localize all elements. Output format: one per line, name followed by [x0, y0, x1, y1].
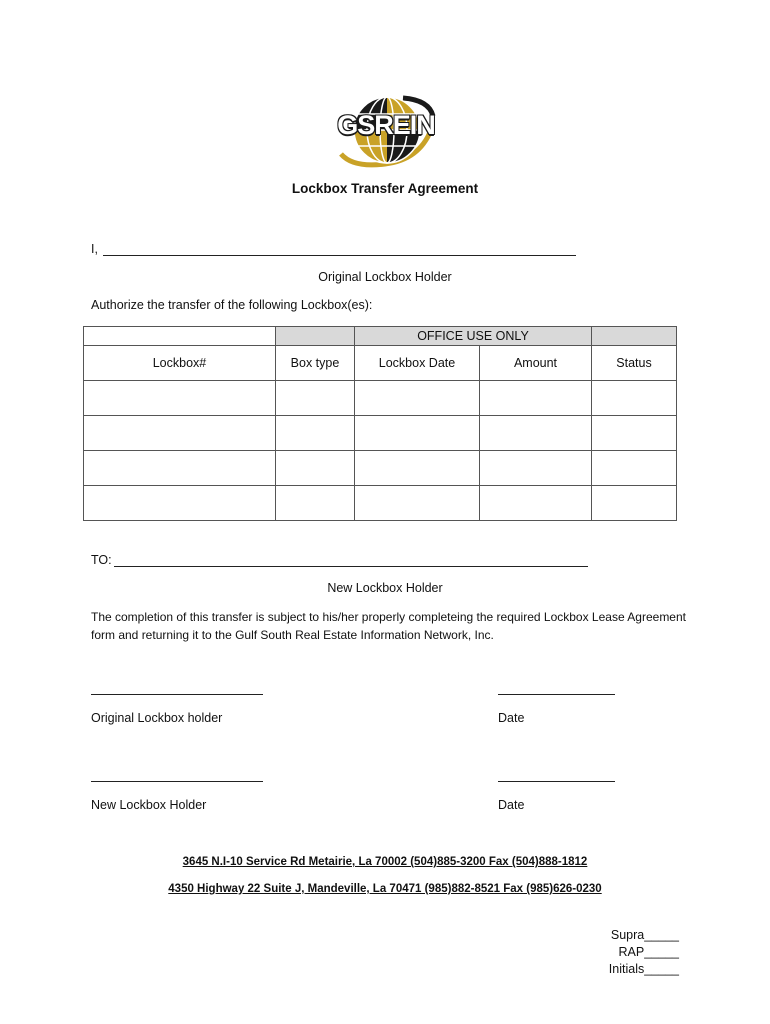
original-holder-signature-label: Original Lockbox holder: [91, 711, 223, 725]
table-cell[interactable]: [592, 381, 677, 416]
table-cell[interactable]: [84, 381, 276, 416]
to-prefix: TO:: [91, 553, 112, 567]
table-cell[interactable]: [480, 451, 592, 486]
table-cell[interactable]: [276, 451, 355, 486]
new-holder-date-line[interactable]: [498, 781, 615, 782]
original-holder-date-label: Date: [498, 711, 525, 725]
new-holder-date-label: Date: [498, 798, 525, 812]
col-header-lockbox-date: Lockbox Date: [355, 346, 480, 381]
page-title: Lockbox Transfer Agreement: [291, 181, 479, 196]
table-cell[interactable]: [592, 451, 677, 486]
original-holder-date-line[interactable]: [498, 694, 615, 695]
col-header-box-type: Box type: [276, 346, 355, 381]
table-cell[interactable]: [355, 486, 480, 521]
table-cell[interactable]: [276, 486, 355, 521]
table-row: [84, 486, 677, 521]
original-holder-caption: Original Lockbox Holder: [318, 270, 452, 284]
table-cell[interactable]: [592, 486, 677, 521]
table-blank-header: [592, 327, 677, 346]
gsrein-logo: [333, 92, 439, 168]
table-row: [84, 416, 677, 451]
initials-field: Initials_____: [608, 962, 679, 976]
table-cell[interactable]: [84, 451, 276, 486]
table-cell[interactable]: [355, 451, 480, 486]
table-cell[interactable]: [84, 416, 276, 451]
new-holder-name-line[interactable]: [114, 566, 588, 567]
rap-field: RAP_____: [618, 945, 679, 959]
table-cell[interactable]: [276, 381, 355, 416]
table-row: [84, 451, 677, 486]
table-cell[interactable]: [592, 416, 677, 451]
completion-paragraph: The completion of this transfer is subject to his/her properly completeing the required Lockbox Lease Agreement form and returning it to the Gulf South Real Estate Information Network, Inc.: [91, 610, 686, 642]
authorize-text: Authorize the transfer of the following Lockbox(es):: [91, 298, 373, 312]
address-metairie: 3645 N.I-10 Service Rd Metairie, La 70002 (504)885-3200 Fax (504)888-1812: [182, 856, 588, 868]
table-cell[interactable]: [480, 381, 592, 416]
col-header-lockbox: Lockbox#: [84, 346, 276, 381]
logo-wordmark: GSREIN: [337, 110, 435, 140]
new-holder-caption: New Lockbox Holder: [327, 581, 443, 595]
col-header-status: Status: [592, 346, 677, 381]
original-holder-name-line[interactable]: [103, 255, 576, 256]
new-holder-signature-label: New Lockbox Holder: [91, 798, 207, 812]
table-cell[interactable]: [480, 486, 592, 521]
original-holder-signature-line[interactable]: [91, 694, 263, 695]
from-prefix: I,: [91, 242, 98, 256]
table-cell[interactable]: [480, 416, 592, 451]
table-row: [84, 381, 677, 416]
table-blank-header: [276, 327, 355, 346]
table-cell[interactable]: [84, 486, 276, 521]
supra-field: Supra_____: [610, 928, 679, 942]
col-header-amount: Amount: [480, 346, 592, 381]
table-cell[interactable]: [355, 381, 480, 416]
new-holder-signature-line[interactable]: [91, 781, 263, 782]
lockbox-table: [83, 326, 677, 521]
address-mandeville: 4350 Highway 22 Suite J, Mandeville, La 70471 (985)882-8521 Fax (985)626-0230: [168, 883, 602, 895]
table-cell[interactable]: [276, 416, 355, 451]
table-blank-header: [84, 327, 276, 346]
office-use-header: OFFICE USE ONLY: [355, 327, 592, 346]
table-cell[interactable]: [355, 416, 480, 451]
